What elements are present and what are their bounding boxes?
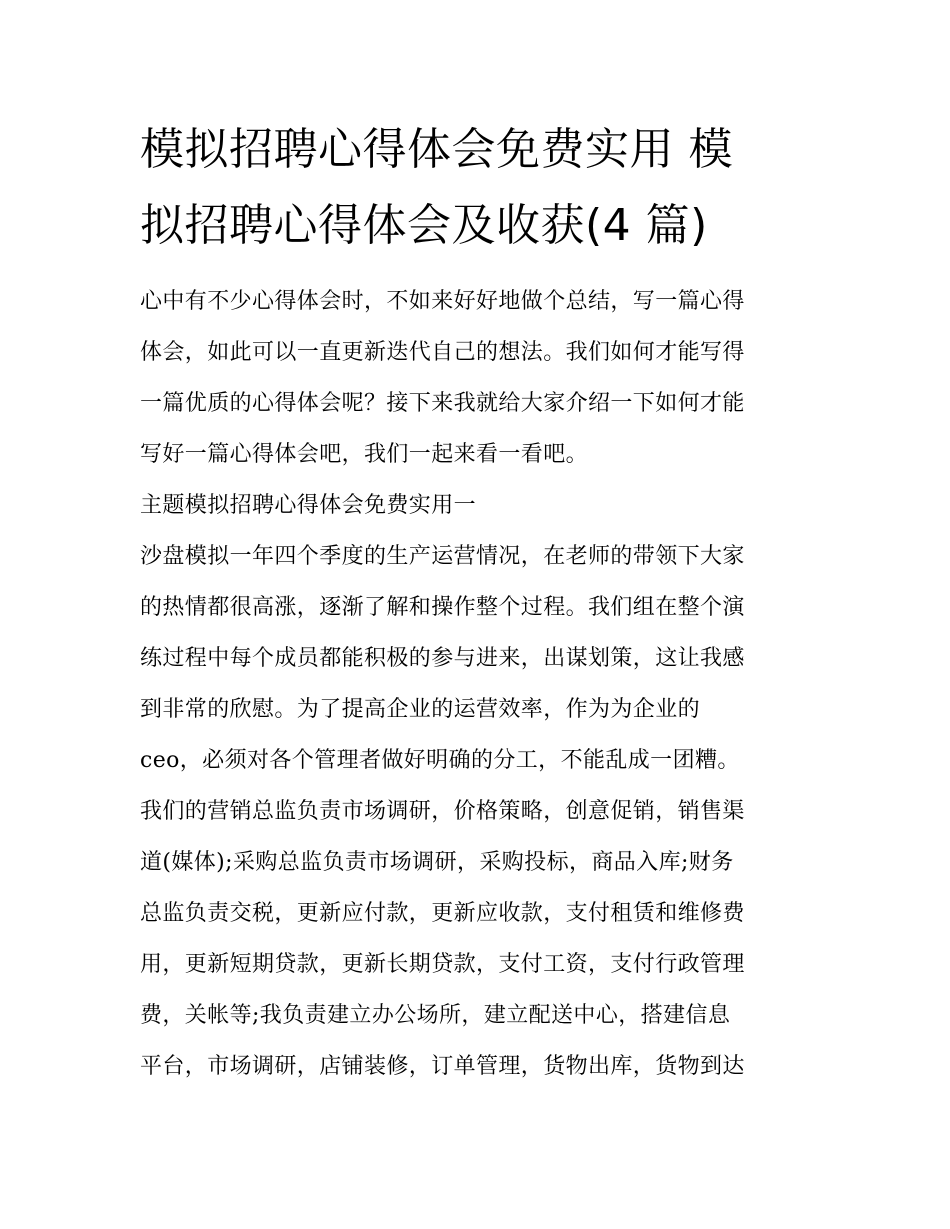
body-line: 沙盘模拟一年四个季度的生产运营情况，在老师的带领下大家 xyxy=(140,544,745,569)
body-line: 写好一篇心得体会吧，我们一起来看一看吧。 xyxy=(140,442,589,467)
body-line: 体会，如此可以一直更新迭代自己的想法。我们如何才能写得 xyxy=(140,340,745,365)
body-line: 一篇优质的心得体会呢？接下来我就给大家介绍一下如何才能 xyxy=(140,391,745,416)
body-line: 的热情都很高涨，逐渐了解和操作整个过程。我们组在整个演 xyxy=(140,595,745,620)
body-line: 道(媒体);采购总监负责市场调研，采购投标，商品入库;财务 xyxy=(140,850,734,875)
body-line: 平台，市场调研，店铺装修，订单管理，货物出库，货物到达 xyxy=(140,1054,745,1079)
body-line: ceo，必须对各个管理者做好明确的分工，不能乱成一团糟。 xyxy=(140,748,740,773)
title-line: 模拟招聘心得体会免费实用 模 xyxy=(140,124,733,175)
body-line: 到非常的欣慰。为了提高企业的运营效率，作为为企业的 xyxy=(140,697,701,722)
body-line: 练过程中每个成员都能积极的参与进来，出谋划策，这让我感 xyxy=(140,646,745,671)
document-title xyxy=(140,112,820,264)
body-line: 费，关帐等;我负责建立办公场所，建立配送中心，搭建信息 xyxy=(140,1003,731,1028)
body-line: 我们的营销总监负责市场调研，价格策略，创意促销，销售渠 xyxy=(140,799,745,824)
section-heading: 主题模拟招聘心得体会免费实用一 xyxy=(140,493,477,518)
body-line: 总监负责交税，更新应付款，更新应收款，支付租赁和维修费 xyxy=(140,901,745,926)
title-line: 拟招聘心得体会及收获(4 篇) xyxy=(140,200,708,251)
document-body xyxy=(140,276,820,1092)
body-line: 心中有不少心得体会时，不如来好好地做个总结，写一篇心得 xyxy=(140,289,745,314)
body-line: 用，更新短期贷款，更新长期贷款，支付工资，支付行政管理 xyxy=(140,952,745,977)
